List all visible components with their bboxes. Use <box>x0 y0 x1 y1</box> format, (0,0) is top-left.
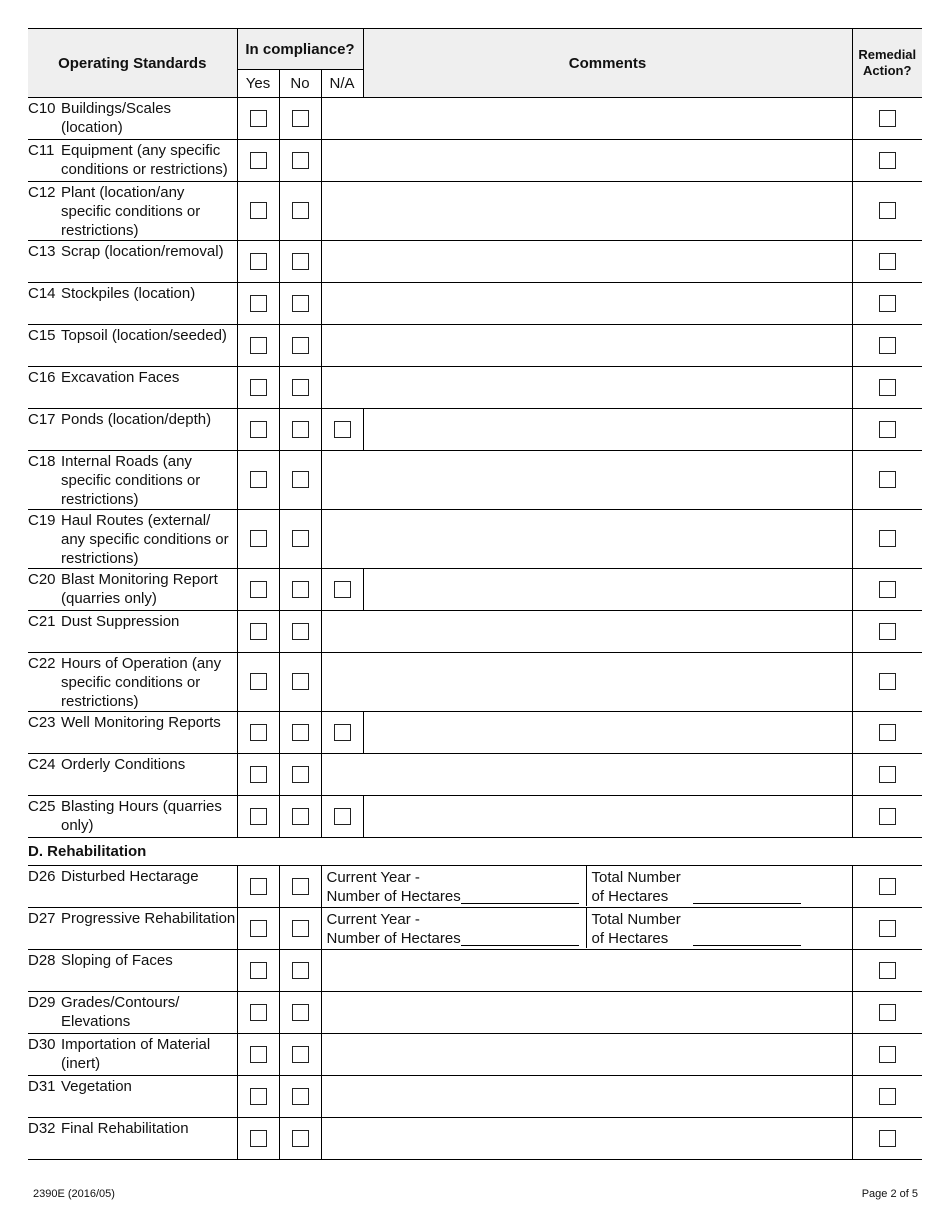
no-checkbox[interactable] <box>292 724 309 741</box>
yes-cell <box>237 754 279 796</box>
remedial-action-checkbox[interactable] <box>879 110 896 127</box>
no-cell <box>279 510 321 569</box>
table-row <box>28 569 922 611</box>
comments-header: Comments <box>363 29 852 98</box>
remedial-action-checkbox[interactable] <box>879 1088 896 1105</box>
no-cell <box>279 1034 321 1076</box>
yes-cell <box>237 1076 279 1118</box>
yes-checkbox[interactable] <box>250 295 267 312</box>
no-checkbox[interactable] <box>292 253 309 270</box>
comments-field[interactable] <box>321 1034 852 1076</box>
standard-label: Buildings/Scales (location) <box>61 100 172 136</box>
no-cell <box>279 712 321 754</box>
remedial-cell <box>852 1034 922 1076</box>
yes-checkbox[interactable] <box>250 878 267 895</box>
current-year-label-line1: Current Year - <box>326 911 420 928</box>
comments-field[interactable] <box>363 796 852 838</box>
standard-label: Equipment (any specific conditions or restrictions) <box>61 142 228 178</box>
no-checkbox[interactable] <box>292 808 309 825</box>
no-cell <box>279 754 321 796</box>
table-row <box>28 98 922 140</box>
table-row <box>28 140 922 182</box>
yes-checkbox[interactable] <box>250 1088 267 1105</box>
standard-label-cell <box>28 182 237 241</box>
standard-code: C12 <box>28 184 56 201</box>
compliance-table <box>28 28 922 1160</box>
yes-checkbox[interactable] <box>250 1004 267 1021</box>
standard-code: C24 <box>28 756 56 773</box>
standard-label-cell <box>28 283 237 325</box>
comments-field[interactable] <box>321 653 852 712</box>
remedial-cell <box>852 569 922 611</box>
comments-field[interactable] <box>363 409 852 451</box>
comments-field[interactable] <box>321 367 852 409</box>
remedial-cell <box>852 325 922 367</box>
table-row <box>28 182 922 241</box>
remedial-cell <box>852 1076 922 1118</box>
no-header: No <box>279 70 321 98</box>
remedial-cell <box>852 1118 922 1160</box>
yes-checkbox[interactable] <box>250 1130 267 1147</box>
remedial-action-checkbox[interactable] <box>879 808 896 825</box>
comments-field[interactable] <box>321 510 852 569</box>
standard-code: C16 <box>28 369 56 386</box>
no-cell <box>279 992 321 1034</box>
remedial-cell <box>852 653 922 712</box>
no-checkbox[interactable] <box>292 110 309 127</box>
yes-cell <box>237 653 279 712</box>
no-cell <box>279 569 321 611</box>
standard-code: C14 <box>28 285 56 302</box>
standard-label-cell <box>28 796 237 838</box>
standard-label-cell <box>28 908 237 950</box>
yes-checkbox[interactable] <box>250 724 267 741</box>
table-row <box>28 325 922 367</box>
hectares-fields <box>322 866 852 906</box>
no-checkbox[interactable] <box>292 471 309 488</box>
no-checkbox[interactable] <box>292 202 309 219</box>
comments-field[interactable] <box>321 283 852 325</box>
total-hectares-group <box>587 866 852 906</box>
table-row <box>28 950 922 992</box>
no-cell <box>279 451 321 510</box>
section-header-row <box>28 838 922 866</box>
standard-label-cell <box>28 866 237 908</box>
table-row <box>28 754 922 796</box>
no-cell <box>279 182 321 241</box>
yes-cell <box>237 569 279 611</box>
remedial-action-checkbox[interactable] <box>879 920 896 937</box>
standard-code: C22 <box>28 655 56 672</box>
standard-label: Disturbed Hectarage <box>61 868 199 885</box>
no-cell <box>279 653 321 712</box>
standard-label-cell <box>28 510 237 569</box>
yes-cell <box>237 451 279 510</box>
yes-checkbox[interactable] <box>250 766 267 783</box>
total-hectares-input[interactable] <box>693 902 801 904</box>
standard-label: Importation of Material (inert) <box>61 1036 211 1072</box>
standard-label: Hours of Operation (any specific conditions or restrictions) <box>61 655 222 710</box>
yes-checkbox[interactable] <box>250 202 267 219</box>
comments-field[interactable] <box>321 754 852 796</box>
current-year-hectares-input[interactable] <box>461 902 579 904</box>
remedial-action-checkbox[interactable] <box>879 962 896 979</box>
table-row <box>28 796 922 838</box>
remedial-action-checkbox[interactable] <box>879 766 896 783</box>
yes-checkbox[interactable] <box>250 581 267 598</box>
standard-label: Internal Roads (any specific conditions or restrictions) <box>61 453 201 508</box>
in-compliance-header: In compliance? <box>237 29 363 70</box>
no-checkbox[interactable] <box>292 766 309 783</box>
current-year-group <box>322 866 587 906</box>
standard-label: Final Rehabilitation <box>61 1120 189 1137</box>
remedial-cell <box>852 796 922 838</box>
comments-field[interactable] <box>321 98 852 140</box>
table-row <box>28 992 922 1034</box>
current-year-label <box>327 868 461 906</box>
total-hectares-label <box>592 868 681 906</box>
remedial-cell <box>852 712 922 754</box>
remedial-action-checkbox[interactable] <box>879 878 896 895</box>
no-cell <box>279 796 321 838</box>
standard-label: Scrap (location/removal) <box>61 243 224 260</box>
standard-label: Ponds (location/depth) <box>61 411 212 428</box>
yes-cell <box>237 140 279 182</box>
standard-label: Sloping of Faces <box>61 952 173 969</box>
table-row <box>28 451 922 510</box>
na-cell <box>321 409 363 451</box>
na-checkbox[interactable] <box>334 581 351 598</box>
standard-label-cell <box>28 140 237 182</box>
total-hectares-label-line2: of Hectares <box>591 888 669 905</box>
standard-code: C25 <box>28 798 56 815</box>
remedial-action-checkbox[interactable] <box>879 253 896 270</box>
standard-label: Stockpiles (location) <box>61 285 196 302</box>
no-checkbox[interactable] <box>292 962 309 979</box>
no-checkbox[interactable] <box>292 878 309 895</box>
yes-header: Yes <box>237 70 279 98</box>
current-year-label-line2: Number of Hectares <box>326 888 461 905</box>
table-row <box>28 283 922 325</box>
standard-code: D32 <box>28 1120 56 1137</box>
standard-label: Dust Suppression <box>61 613 180 630</box>
yes-checkbox[interactable] <box>250 530 267 547</box>
no-checkbox[interactable] <box>292 421 309 438</box>
table-row <box>28 866 922 908</box>
remedial-action-checkbox[interactable] <box>879 623 896 640</box>
remedial-cell <box>852 409 922 451</box>
standard-label-cell <box>28 409 237 451</box>
remedial-action-checkbox[interactable] <box>879 295 896 312</box>
yes-cell <box>237 182 279 241</box>
standard-code: D27 <box>28 910 56 927</box>
yes-cell <box>237 908 279 950</box>
total-hectares-group <box>587 908 852 948</box>
na-checkbox[interactable] <box>334 724 351 741</box>
standard-label: Plant (location/any specific conditions or restrictions) <box>61 184 201 239</box>
comments-field[interactable] <box>321 451 852 510</box>
standard-label-cell <box>28 325 237 367</box>
table-row <box>28 510 922 569</box>
no-checkbox[interactable] <box>292 581 309 598</box>
yes-cell <box>237 510 279 569</box>
standard-code: C20 <box>28 571 56 588</box>
yes-cell <box>237 950 279 992</box>
no-cell <box>279 1118 321 1160</box>
no-checkbox[interactable] <box>292 379 309 396</box>
standard-label-cell <box>28 712 237 754</box>
yes-cell <box>237 1034 279 1076</box>
yes-cell <box>237 98 279 140</box>
table-row <box>28 241 922 283</box>
standard-label-cell <box>28 754 237 796</box>
no-checkbox[interactable] <box>292 920 309 937</box>
standard-code: D30 <box>28 1036 56 1053</box>
remedial-cell <box>852 451 922 510</box>
remedial-cell <box>852 140 922 182</box>
standard-label-cell <box>28 241 237 283</box>
remedial-action-checkbox[interactable] <box>879 673 896 690</box>
yes-checkbox[interactable] <box>250 152 267 169</box>
total-hectares-label-line2: of Hectares <box>591 930 669 947</box>
standard-code: C23 <box>28 714 56 731</box>
standard-label: Well Monitoring Reports <box>61 714 221 731</box>
total-hectares-input[interactable] <box>693 944 801 946</box>
remedial-action-checkbox[interactable] <box>879 530 896 547</box>
comments-field[interactable] <box>321 241 852 283</box>
yes-checkbox[interactable] <box>250 421 267 438</box>
no-checkbox[interactable] <box>292 1046 309 1063</box>
remedial-cell <box>852 992 922 1034</box>
hectares-fields <box>322 908 852 948</box>
yes-checkbox[interactable] <box>250 1046 267 1063</box>
yes-checkbox[interactable] <box>250 253 267 270</box>
standard-code: C18 <box>28 453 56 470</box>
standard-label-cell <box>28 653 237 712</box>
no-checkbox[interactable] <box>292 295 309 312</box>
hectares-cell <box>321 908 852 950</box>
yes-checkbox[interactable] <box>250 110 267 127</box>
standard-label-cell <box>28 1118 237 1160</box>
standard-code: D26 <box>28 868 56 885</box>
total-hectares-label-line1: Total Number <box>591 911 681 928</box>
comments-field[interactable] <box>321 325 852 367</box>
no-cell <box>279 283 321 325</box>
yes-checkbox[interactable] <box>250 808 267 825</box>
no-cell <box>279 367 321 409</box>
yes-cell <box>237 796 279 838</box>
remedial-cell <box>852 182 922 241</box>
table-row <box>28 1076 922 1118</box>
remedial-header-line2: Action? <box>863 63 912 78</box>
standard-code: C21 <box>28 613 56 630</box>
remedial-action-checkbox[interactable] <box>879 202 896 219</box>
yes-checkbox[interactable] <box>250 673 267 690</box>
no-cell <box>279 950 321 992</box>
yes-cell <box>237 1118 279 1160</box>
remedial-cell <box>852 611 922 653</box>
yes-cell <box>237 992 279 1034</box>
remedial-action-checkbox[interactable] <box>879 1046 896 1063</box>
standard-code: C17 <box>28 411 56 428</box>
standard-label-cell <box>28 451 237 510</box>
remedial-header-line1: Remedial <box>858 47 917 62</box>
no-checkbox[interactable] <box>292 530 309 547</box>
comments-field[interactable] <box>321 1076 852 1118</box>
na-cell <box>321 569 363 611</box>
yes-checkbox[interactable] <box>250 623 267 640</box>
standard-code: D29 <box>28 994 56 1011</box>
remedial-cell <box>852 510 922 569</box>
operating-standards-form <box>28 28 922 1160</box>
yes-checkbox[interactable] <box>250 962 267 979</box>
standard-label: Progressive Rehabilitation <box>61 910 236 927</box>
remedial-cell <box>852 241 922 283</box>
comments-field[interactable] <box>321 1118 852 1160</box>
table-row <box>28 1118 922 1160</box>
current-year-hectares-input[interactable] <box>461 944 579 946</box>
current-year-label-line1: Current Year - <box>326 869 420 886</box>
current-year-group <box>322 908 587 948</box>
table-row <box>28 409 922 451</box>
remedial-cell <box>852 283 922 325</box>
no-cell <box>279 908 321 950</box>
na-cell <box>321 712 363 754</box>
comments-field[interactable] <box>321 992 852 1034</box>
standard-label: Topsoil (location/seeded) <box>61 327 227 344</box>
comments-field[interactable] <box>363 569 852 611</box>
standard-label: Blasting Hours (quarries only) <box>61 798 222 834</box>
standard-code: C11 <box>28 142 55 159</box>
standard-code: C15 <box>28 327 56 344</box>
hectares-cell <box>321 866 852 908</box>
remedial-action-checkbox[interactable] <box>879 152 896 169</box>
no-checkbox[interactable] <box>292 152 309 169</box>
table-row <box>28 1034 922 1076</box>
yes-checkbox[interactable] <box>250 920 267 937</box>
operating-standards-header: Operating Standards <box>28 29 237 98</box>
na-checkbox[interactable] <box>334 808 351 825</box>
total-hectares-label <box>592 910 681 948</box>
no-cell <box>279 325 321 367</box>
table-row <box>28 653 922 712</box>
remedial-action-header <box>852 29 922 98</box>
remedial-action-checkbox[interactable] <box>879 1004 896 1021</box>
table-row <box>28 611 922 653</box>
standard-code: C19 <box>28 512 56 529</box>
standard-label-cell <box>28 950 237 992</box>
no-checkbox[interactable] <box>292 337 309 354</box>
page-number: Page 2 of 5 <box>861 1188 918 1200</box>
remedial-action-checkbox[interactable] <box>879 581 896 598</box>
comments-field[interactable] <box>363 712 852 754</box>
yes-cell <box>237 866 279 908</box>
remedial-action-checkbox[interactable] <box>879 421 896 438</box>
remedial-action-checkbox[interactable] <box>879 471 896 488</box>
standard-label: Orderly Conditions <box>61 756 186 773</box>
na-cell <box>321 796 363 838</box>
yes-cell <box>237 409 279 451</box>
standard-label: Vegetation <box>61 1078 132 1095</box>
standard-label: Grades/Contours/ Elevations <box>61 994 180 1030</box>
standard-label-cell <box>28 98 237 140</box>
na-checkbox[interactable] <box>334 421 351 438</box>
na-header: N/A <box>321 70 363 98</box>
remedial-cell <box>852 866 922 908</box>
no-cell <box>279 866 321 908</box>
yes-cell <box>237 712 279 754</box>
standard-label-cell <box>28 367 237 409</box>
no-cell <box>279 409 321 451</box>
no-checkbox[interactable] <box>292 1004 309 1021</box>
table-row <box>28 367 922 409</box>
yes-cell <box>237 325 279 367</box>
yes-cell <box>237 241 279 283</box>
no-checkbox[interactable] <box>292 623 309 640</box>
yes-cell <box>237 611 279 653</box>
comments-field[interactable] <box>321 950 852 992</box>
remedial-cell <box>852 908 922 950</box>
standard-code: C13 <box>28 243 56 260</box>
section-title: D. Rehabilitation <box>28 838 922 866</box>
remedial-action-checkbox[interactable] <box>879 1130 896 1147</box>
remedial-action-checkbox[interactable] <box>879 724 896 741</box>
no-cell <box>279 241 321 283</box>
yes-checkbox[interactable] <box>250 379 267 396</box>
no-cell <box>279 1076 321 1118</box>
standard-label-cell <box>28 611 237 653</box>
total-hectares-label-line1: Total Number <box>591 869 681 886</box>
standard-label: Excavation Faces <box>61 369 180 386</box>
no-checkbox[interactable] <box>292 1088 309 1105</box>
standard-label: Blast Monitoring Report (quarries only) <box>61 571 218 607</box>
table-row <box>28 712 922 754</box>
form-number: 2390E (2016/05) <box>33 1188 115 1200</box>
standard-code: D28 <box>28 952 56 969</box>
yes-cell <box>237 283 279 325</box>
current-year-label-line2: Number of Hectares <box>326 930 461 947</box>
no-checkbox[interactable] <box>292 1130 309 1147</box>
standard-code: C10 <box>28 100 56 117</box>
standard-label-cell <box>28 1076 237 1118</box>
no-checkbox[interactable] <box>292 673 309 690</box>
comments-field[interactable] <box>321 182 852 241</box>
comments-field[interactable] <box>321 140 852 182</box>
standard-code: D31 <box>28 1078 56 1095</box>
remedial-action-checkbox[interactable] <box>879 337 896 354</box>
standard-label-cell <box>28 1034 237 1076</box>
comments-field[interactable] <box>321 611 852 653</box>
yes-checkbox[interactable] <box>250 471 267 488</box>
standard-label: Haul Routes (external/ any specific conditions or restrictions) <box>61 512 229 567</box>
remedial-cell <box>852 950 922 992</box>
current-year-label <box>327 910 461 948</box>
remedial-cell <box>852 98 922 140</box>
table-row <box>28 908 922 950</box>
standard-label-cell <box>28 569 237 611</box>
yes-cell <box>237 367 279 409</box>
remedial-cell <box>852 367 922 409</box>
yes-checkbox[interactable] <box>250 337 267 354</box>
no-cell <box>279 611 321 653</box>
no-cell <box>279 98 321 140</box>
no-cell <box>279 140 321 182</box>
remedial-action-checkbox[interactable] <box>879 379 896 396</box>
remedial-cell <box>852 754 922 796</box>
standard-label-cell <box>28 992 237 1034</box>
